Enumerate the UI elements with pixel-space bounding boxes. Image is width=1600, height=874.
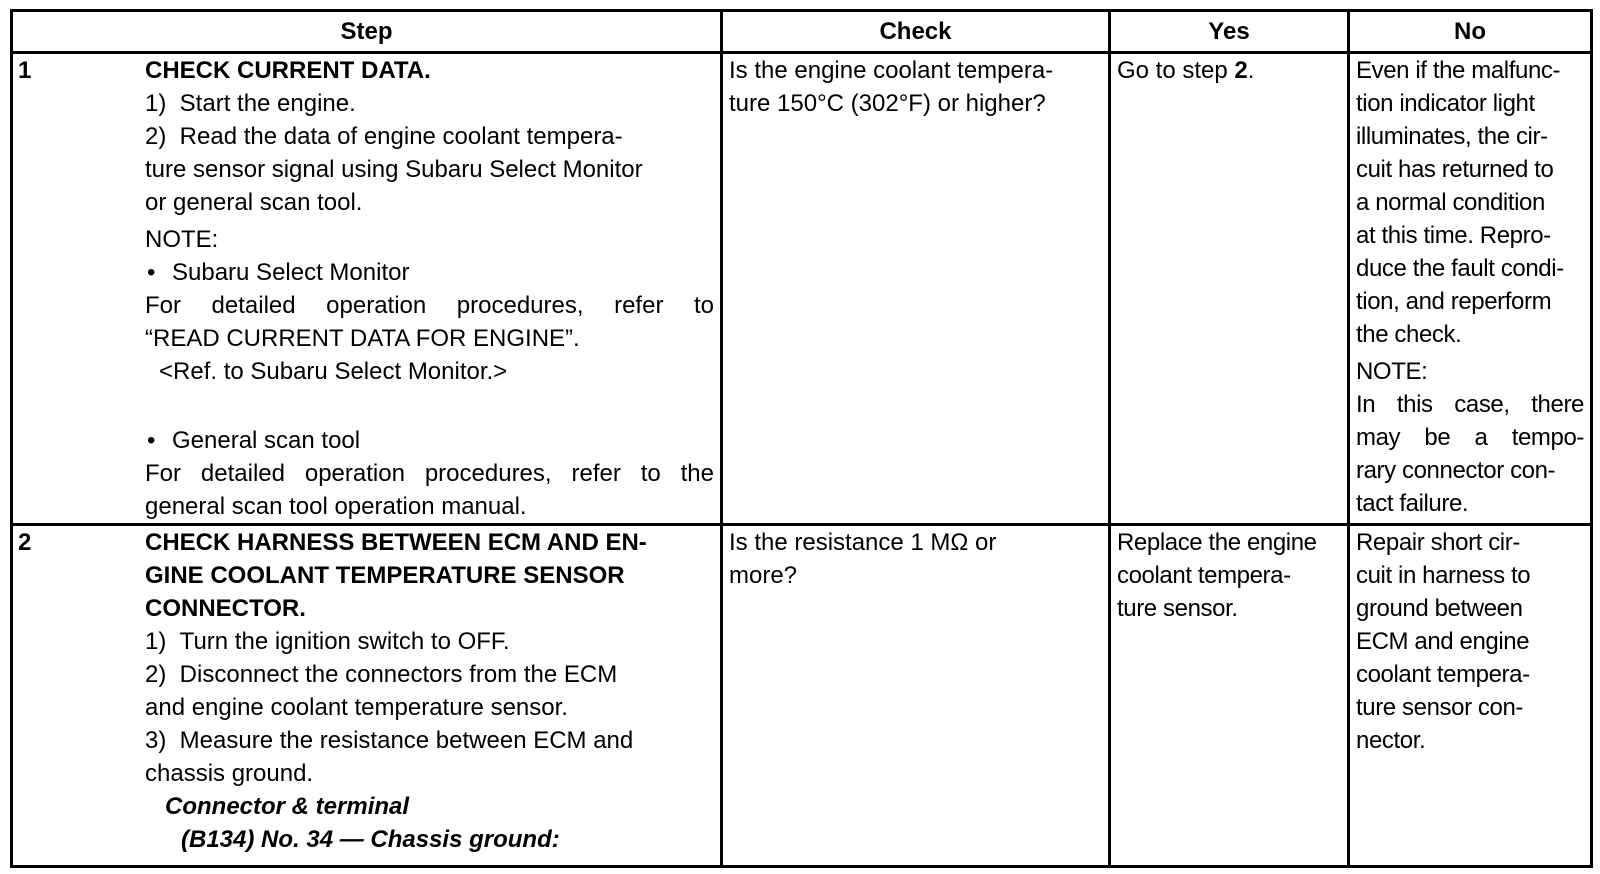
step-instruction: 1) Start the engine. xyxy=(145,90,356,117)
diagnostic-procedure-sheet xyxy=(10,9,1590,868)
header-yes: Yes xyxy=(1110,11,1349,53)
yes-text: ture sensor. xyxy=(1117,595,1238,622)
step-title: CHECK HARNESS BETWEEN ECM AND EN- xyxy=(145,529,647,556)
no-text: ECM and engine xyxy=(1356,628,1530,655)
yes-suffix: . xyxy=(1247,57,1255,84)
bullet-label: General scan tool xyxy=(172,427,361,454)
no-note-label: NOTE: xyxy=(1356,358,1428,385)
no-text: Repair short cir- xyxy=(1356,529,1520,556)
step-title: CHECK CURRENT DATA. xyxy=(145,57,431,84)
check-text: more? xyxy=(729,562,798,589)
no-text: illuminates, the cir- xyxy=(1356,123,1548,150)
table-row xyxy=(12,53,1592,525)
no-text: ture sensor con- xyxy=(1356,694,1524,721)
spec-title: Connector & terminal xyxy=(165,793,410,820)
reference-link[interactable]: <Ref. to Subaru Select Monitor.> xyxy=(159,358,508,385)
no-text: duce the fault condi- xyxy=(1356,255,1564,282)
no-text: tion, and reperform xyxy=(1356,288,1552,315)
no-text: Even if the malfunc- xyxy=(1356,57,1561,84)
bullet-label: Subaru Select Monitor xyxy=(172,259,410,286)
check-cell xyxy=(722,525,1110,867)
spacer xyxy=(145,388,714,424)
no-note-text: rary connector con- xyxy=(1356,457,1556,484)
check-cell xyxy=(722,53,1110,525)
check-text: Is the engine coolant tempera- xyxy=(729,57,1054,84)
step-title: CONNECTOR. xyxy=(145,595,306,622)
note-label: NOTE: xyxy=(145,226,219,253)
no-text: at this time. Repro- xyxy=(1356,222,1551,249)
header-no: No xyxy=(1349,11,1592,53)
no-cell xyxy=(1349,525,1592,867)
note-text: general scan tool operation manual. xyxy=(145,493,527,520)
note-text: For detailed operation procedures, refer to the xyxy=(145,460,714,487)
header-row xyxy=(12,11,1592,53)
note-text: For detailed operation procedures, refer to xyxy=(145,292,714,319)
check-text: ture 150°C (302°F) or higher? xyxy=(729,90,1046,117)
no-text: cuit has returned to xyxy=(1356,156,1554,183)
step-instruction: 3) Measure the resistance between ECM and xyxy=(145,727,634,754)
spec-value: (B134) No. 34 — Chassis ground: xyxy=(181,826,560,853)
yes-step-link[interactable]: 2 xyxy=(1234,57,1248,84)
step-instruction: 2) Disconnect the connectors from the ECM xyxy=(145,661,618,688)
bullet-dot-icon: • xyxy=(147,259,156,286)
step-instruction: chassis ground. xyxy=(145,760,314,787)
bullet-item xyxy=(145,424,714,457)
table-row xyxy=(12,525,1592,867)
bullet-dot-icon: • xyxy=(147,427,156,454)
header-step: Step xyxy=(12,11,722,53)
no-note-text: may be a tempo- xyxy=(1356,424,1584,451)
yes-text xyxy=(1117,54,1341,87)
no-text: tion indicator light xyxy=(1356,90,1535,117)
step-instruction: and engine coolant temperature sensor. xyxy=(145,694,568,721)
diagnostic-table xyxy=(10,9,1593,868)
yes-prefix: Go to step xyxy=(1117,57,1235,84)
no-text: ground between xyxy=(1356,595,1523,622)
step-body xyxy=(145,54,720,523)
yes-text: Replace the engine xyxy=(1117,529,1317,556)
yes-text: coolant tempera- xyxy=(1117,562,1291,589)
no-text: the check. xyxy=(1356,321,1462,348)
no-text: coolant tempera- xyxy=(1356,661,1530,688)
bullet-item xyxy=(145,256,714,289)
step-instruction: or general scan tool. xyxy=(145,189,363,216)
no-text: a normal condition xyxy=(1356,189,1545,216)
yes-cell xyxy=(1110,53,1349,525)
step-cell xyxy=(12,525,722,867)
no-note-text: tact failure. xyxy=(1356,490,1469,517)
no-text: nector. xyxy=(1356,727,1426,754)
step-instruction: 2) Read the data of engine coolant tempera- xyxy=(145,123,623,150)
step-body xyxy=(145,526,720,856)
no-note-text: In this case, there xyxy=(1356,391,1584,418)
no-cell xyxy=(1349,53,1592,525)
no-text: cuit in harness to xyxy=(1356,562,1531,589)
note-text: “READ CURRENT DATA FOR ENGINE”. xyxy=(145,325,580,352)
step-number: 1 xyxy=(18,57,32,84)
step-instruction: 1) Turn the ignition switch to OFF. xyxy=(145,628,510,655)
step-instruction: ture sensor signal using Subaru Select Monitor xyxy=(145,156,643,183)
step-number: 2 xyxy=(18,529,32,556)
check-text: Is the resistance 1 MΩ or xyxy=(729,529,997,556)
header-check: Check xyxy=(722,11,1110,53)
step-cell xyxy=(12,53,722,525)
step-title: GINE COOLANT TEMPERATURE SENSOR xyxy=(145,562,625,589)
yes-cell xyxy=(1110,525,1349,867)
